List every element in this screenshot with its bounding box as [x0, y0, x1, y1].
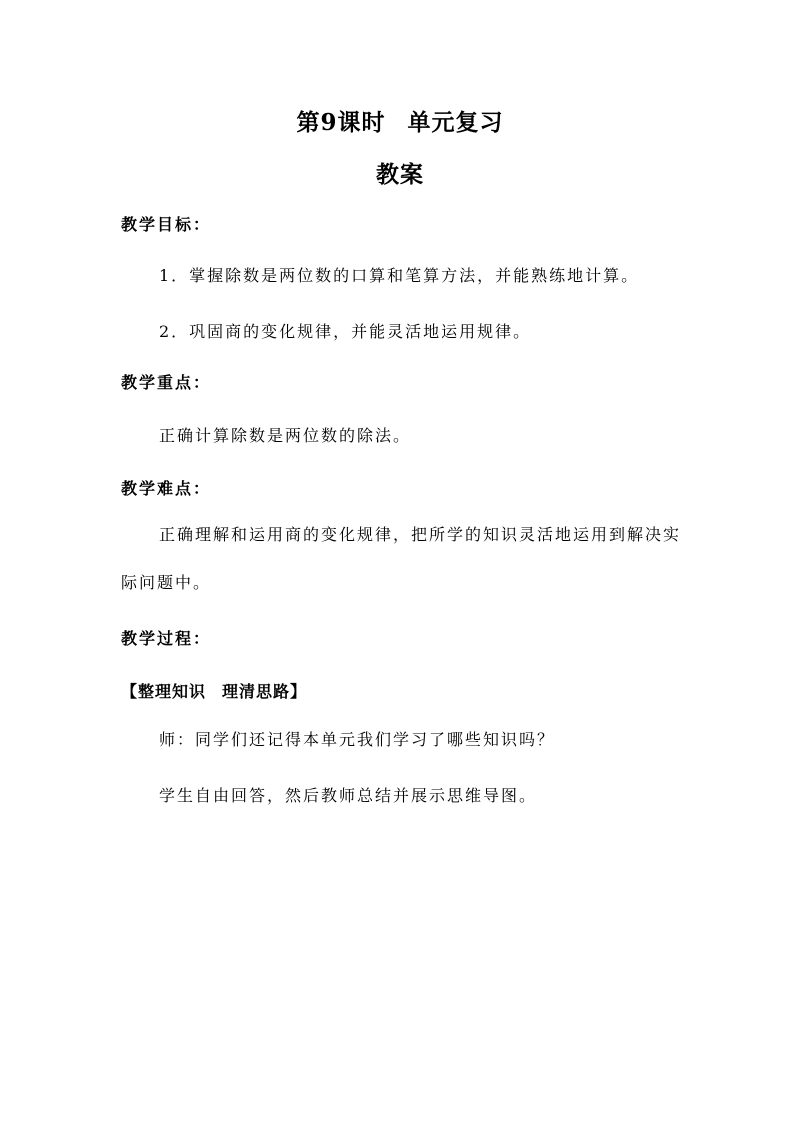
objectives-heading: 教学目标： [121, 215, 212, 234]
lesson-number: 第9课时 [296, 109, 386, 136]
difficulties-text: 正确理解和运用商的变化规律，把所学的知识灵活地运用到解决实际问题中。 [121, 525, 682, 592]
objective-1: 1．掌握除数是两位数的口算和笔算方法，并能熟练地计算。 [159, 266, 640, 285]
difficulties-heading: 教学难点： [121, 479, 212, 498]
process-heading: 教学过程： [121, 629, 212, 648]
teacher-line: 师：同学们还记得本单元我们学习了哪些知识吗？ [159, 730, 556, 749]
key-points-heading: 教学重点： [121, 373, 212, 392]
step-heading-part-1: 【整理知识 [121, 682, 207, 701]
step-heading [121, 679, 307, 702]
step-heading-part-2: 理清思路】 [222, 682, 308, 701]
objective-2: 2．巩固商的变化规律，并能灵活地运用规律。 [159, 322, 532, 341]
lesson-title [0, 104, 800, 137]
document-subtitle: 教案 [376, 161, 424, 188]
student-line: 学生自由回答，然后教师总结并展示思维导图。 [159, 786, 538, 805]
key-points-text: 正确计算除数是两位数的除法。 [159, 426, 412, 445]
unit-name: 单元复习 [407, 109, 504, 136]
